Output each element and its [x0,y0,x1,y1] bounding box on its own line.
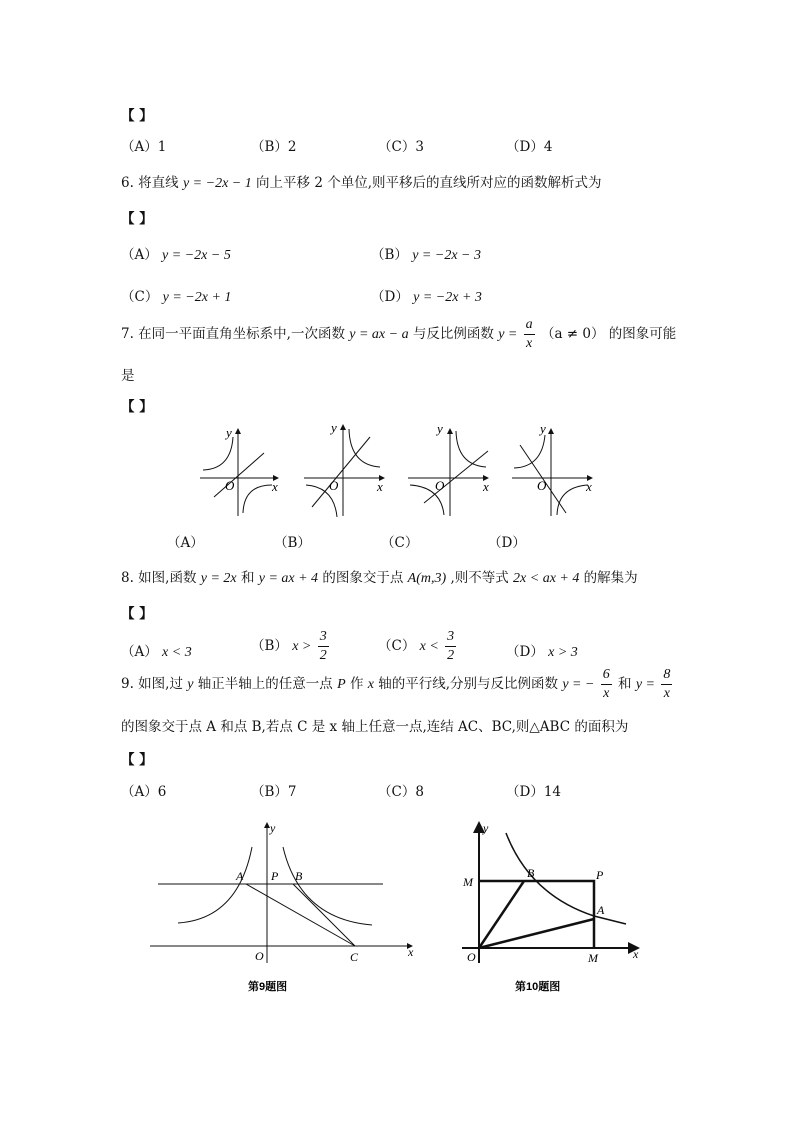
q7-stem-line2: 是 [121,368,135,384]
q9-s1: 轴正半轴上的任意一点 [197,676,333,692]
q7-graph-b-curve-right [349,429,380,467]
q8-option-c [378,630,458,663]
q7-stem-condition: （a ≠ 0） [540,326,605,342]
q6-option-c-equation: y = −2x + 1 [162,290,232,305]
q9-and: 和 [618,676,632,692]
q9-p: P [337,677,346,692]
q6-stem-pre: 6. 将直线 [121,175,179,191]
q7-graph-c-curve-right [456,431,486,467]
q5-option-b: （B）2 [251,139,297,155]
q7-fraction-denominator: x [526,336,533,351]
fig10-label-p: P [596,868,604,882]
q8-option-c-fraction [445,630,456,663]
q8-option-c-pre: x < [419,639,439,654]
q6-option-d-label: （D） [371,289,409,305]
q8-option-d-eq: x > 3 [548,645,578,660]
q7-graph-d-curve-right [557,485,588,515]
q7-graph-b-line [312,437,370,507]
q7-stem-mid: 与反比例函数 [412,326,494,342]
q8-option-b [251,630,331,663]
q8-mid: 的图象交于点 [322,570,404,586]
q7-graph-d-origin: O [537,478,547,493]
q8-option-c-numerator: 3 [445,630,456,647]
fig9-label-a: A [236,869,244,883]
q7-graph-a-origin: O [225,478,235,493]
q8-option-a-eq: x < 3 [162,645,192,660]
q9-eq2-fraction [661,668,672,701]
fig10-label-m-bottom: M [588,951,598,965]
q8-option-d-label: （D） [506,644,544,660]
q8-option-c-label: （C） [378,638,416,654]
q7-stem-post: 的图象可能 [608,326,677,342]
q5-option-a: （A）1 [121,139,167,155]
q7-graph-d-x-label: x [586,479,592,494]
q6-stem-equation: y = −2x − 1 [182,176,252,191]
fig10-label-b: B [527,866,535,880]
fig9-label-o: O [255,949,264,963]
fig9-label-p: P [271,869,279,883]
q7-graph-a-y-label: y [226,425,232,440]
q6-option-a-equation: y = −2x − 5 [162,248,231,263]
q7-graph-label-c: （C） [381,535,419,551]
q7-graph-c-line [424,451,488,503]
q7-graph-d [512,429,592,516]
q8-eq1: y = 2x [200,571,237,586]
q9-eq1-denominator: x [603,686,610,701]
q6-option-a-label: （A） [121,247,158,263]
q8-eq2: y = ax + 4 [258,571,319,586]
q5-option-c: （C）3 [378,139,424,155]
q5-answer-bracket: 【 】 [121,108,153,124]
q7-graph-label-d: （D） [488,535,526,551]
q7-stem-linear-equation: y = ax − a [349,327,409,342]
q9-s2: 作 [349,676,364,692]
q9-x: x [367,677,374,692]
fig9-label-x: x [408,945,414,959]
q7-fraction-numerator: a [524,318,535,335]
q8-option-d [506,640,578,661]
q9-eq1-fraction [601,668,612,701]
q7-graph-label-b: （B） [274,535,311,551]
q7-graph-a-curve-left [203,437,233,470]
q7-graph-b-x-label: x [377,479,383,494]
q9-option-c: （C）8 [378,784,424,800]
q8-option-a [121,640,192,661]
q7-graph-c [408,429,488,516]
q9-stem [121,668,674,701]
q6-option-b-label: （B） [371,247,408,263]
q6-option-d [371,285,482,306]
q8-mid2: ,则不等式 [450,570,509,586]
q7-graph-b [304,425,384,517]
q5-option-d: （D）4 [506,139,553,155]
q9-answer-bracket: 【 】 [121,752,153,768]
q7-graph-c-origin: O [435,478,445,493]
q9-stem-pre: 9. 如图,过 [121,676,183,692]
q6-option-c [121,285,231,306]
q7-stem [121,318,676,351]
q6-option-a [121,243,231,264]
q6-option-c-label: （C） [121,289,159,305]
q8-answer-bracket: 【 】 [121,606,153,622]
q9-stem-line2: 的图象交于点 A 和点 B,若点 C 是 x 轴上任意一点,连结 AC、BC,则△ABC 的面积为 [121,719,629,735]
q9-eq2-numerator: 8 [661,668,672,685]
q7-graph-c-x-label: x [483,479,489,494]
q7-graph-a-line [214,453,264,497]
fig9-label-b: B [295,869,303,883]
q8-option-b-denominator: 2 [319,648,327,663]
q7-graph-label-a: （A） [167,535,204,551]
q8-option-b-label: （B） [251,638,288,654]
q7-graph-a [200,429,278,516]
q8-stem [121,566,638,587]
q9-eq1-numerator: 6 [601,668,612,685]
q8-option-b-numerator: 3 [318,630,329,647]
q9-eq2-denominator: x [663,686,670,701]
fig10-label-x: x [633,947,639,961]
q9-s3: 轴的平行线,分别与反比例函数 [378,676,559,692]
q8-option-b-fraction [318,630,329,663]
fig9-label-c: C [350,950,359,964]
q7-graph-d-curve-left [514,435,545,468]
q8-option-b-pre: x > [292,639,312,654]
fig10-rectangle [479,881,594,948]
q6-stem-post: 向上平移 2 个单位,则平移后的直线所对应的函数解析式为 [256,175,602,191]
fig10-label-y: y [483,821,489,835]
q6-stem [121,171,602,192]
fig10-caption: 第10题图 [515,981,561,993]
q8-inequality: 2x < ax + 4 [513,571,580,586]
q7-graphs [0,415,794,545]
q7-answer-bracket: 【 】 [121,399,153,415]
q7-stem-pre: 7. 在同一平面直角坐标系中,一次函数 [121,326,345,342]
q6-option-d-equation: y = −2x + 3 [413,290,482,305]
q7-graph-c-y-label: y [437,421,443,436]
fig10-curve [506,833,626,924]
q7-graph-d-y-label: y [540,421,546,436]
q7-graph-a-x-label: x [272,479,278,494]
q8-point: A(m,3) [407,571,447,586]
fig10-label-o: O [467,950,476,964]
q6-option-b-equation: y = −2x − 3 [412,248,481,263]
q8-and: 和 [240,570,255,586]
fig10-label-m-left: M [463,875,473,889]
q7-graph-b-origin: O [329,478,339,493]
q8-stem-pre: 8. 如图,函数 [121,570,197,586]
q9-y: y [187,677,194,692]
q7-graph-a-curve-right [243,485,272,513]
fig9-label-y: y [270,821,276,835]
q6-answer-bracket: 【 】 [121,211,153,227]
q9-eq2-pre: y = [635,677,656,692]
q9-option-d: （D）14 [506,784,562,800]
q9-option-b: （B）7 [251,784,297,800]
q7-fraction [524,318,535,351]
fig10-label-a: A [597,903,605,917]
q7-graph-b-y-label: y [331,420,337,435]
q9-option-a: （A）6 [121,784,167,800]
q7-stem-y: y = [498,327,518,342]
q8-option-c-denominator: 2 [447,648,455,663]
q9-eq1-pre: y = − [562,677,595,692]
q6-option-b [371,243,481,264]
figure-10 [0,815,794,995]
fig9-caption: 第9题图 [248,981,288,993]
q8-option-a-label: （A） [121,644,158,660]
q8-post: 的解集为 [583,570,638,586]
